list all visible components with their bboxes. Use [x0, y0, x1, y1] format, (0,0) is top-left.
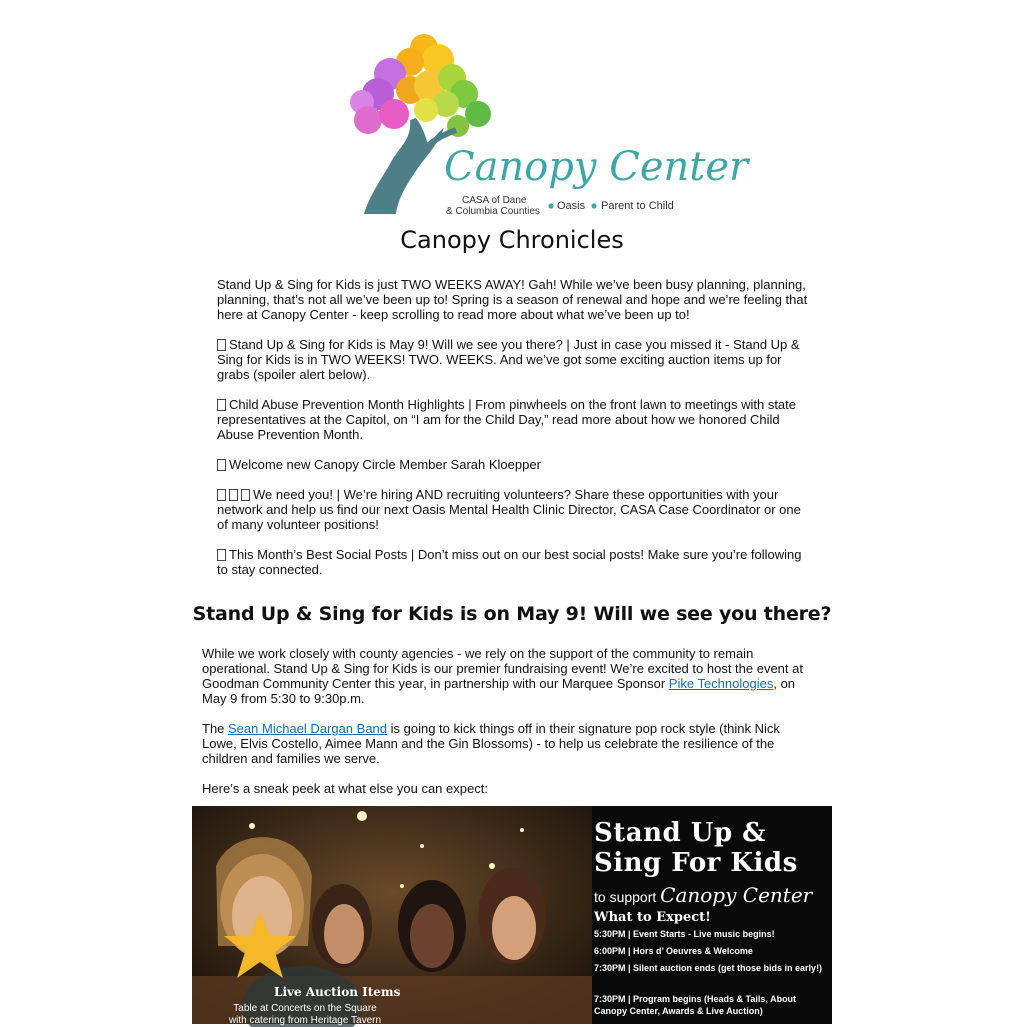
- intro-item-hiring: We need you! | We’re hiring AND recruiting volunteers? Share these opportunities with your network and help us find our next Oasis Mental Health Clinic Director, CASA Case Coordinator or one of many volunteer positions!: [217, 487, 801, 532]
- live-auction-item-2: with catering from Heritage Tavern: [228, 1015, 382, 1026]
- banner-what-to-expect: What to Expect!: [594, 910, 711, 925]
- intro-item-welcome: Welcome new Canopy Circle Member Sarah Kloepper: [217, 457, 812, 472]
- live-auction-item-1: Table at Concerts on the Square: [233, 1003, 377, 1014]
- logo-line2: & Columbia Counties: [446, 206, 540, 217]
- schedule-item: 7:30PM | Program begins (Heads & Tails, About Canopy Center, Awards & Live Auction): [594, 994, 797, 1016]
- sean-michael-dargan-band-link[interactable]: Sean Michael Dargan Band: [228, 721, 388, 736]
- newsletter-title: Canopy Chronicles: [400, 226, 624, 254]
- logo-wordmark: Canopy Center: [444, 144, 749, 190]
- emoji-glyph-icon: [229, 489, 238, 501]
- intro-item-stand-up: Stand Up & Sing for Kids is May 9! Will we see you there? | Just in case you missed it - Stand Up & Sing for Kids is in TWO WEEKS! TWO. WEEKS. And we’ve got some exciting auction items up for grabs (spoiler alert below).: [217, 337, 800, 382]
- intro-item-prevention-month: Child Abuse Prevention Month Highlights | From pinwheels on the front lawn to meetings with state representatives at the Capitol, on “I am for the Child Day,” read more about how we honored Child Abuse Prevention Month.: [217, 397, 797, 442]
- body-paragraph-2: The Sean Michael Dargan Band is going to kick things off in their signature pop rock style (think Nick Lowe, Elvis Costello, Aimee Mann and the Gin Blossoms) - to help us celebrate the resilience of the children and families we serve.: [202, 721, 780, 766]
- logo-program-oasis: Oasis: [557, 200, 586, 212]
- schedule-item: 7:30PM | Silent auction ends (get those bids in early!): [594, 963, 823, 973]
- emoji-glyph-icon: [217, 399, 226, 411]
- live-auction-heading: Live Auction Items: [274, 985, 401, 999]
- banner-title-line2: Sing For Kids: [594, 848, 798, 878]
- logo-line1: CASA of Dane: [462, 195, 527, 206]
- banner-support: to support Canopy Center: [594, 883, 813, 907]
- pike-technologies-link[interactable]: Pike Technologies: [668, 676, 774, 691]
- logo-program-parent-to-child: Parent to Child: [601, 200, 674, 212]
- emoji-glyph-icon: [241, 489, 250, 501]
- emoji-glyph-icon: [217, 459, 226, 471]
- banner-title-line1: Stand Up &: [594, 818, 767, 848]
- section-heading: Stand Up & Sing for Kids is on May 9! Will we see you there?: [192, 603, 832, 625]
- emoji-glyph-icon: [217, 339, 226, 351]
- intro-item-social: This Month’s Best Social Posts | Don’t miss out on our best social posts! Make sure you’re following to stay connected.: [217, 547, 802, 577]
- tree-trunk: [364, 118, 444, 214]
- body-paragraph-3: Here’s a sneak peek at what else you can expect:: [202, 781, 488, 796]
- intro-paragraph: Stand Up & Sing for Kids is just TWO WEEKS AWAY! Gah! While we’ve been busy planning, planning, planning, that’s not all we’ve been up to! Spring is a season of renewal and hope and we’re feeling that here at Canopy Center - keep scrolling to read more about what we’ve been up to!: [217, 277, 808, 322]
- banner-text-panel: [592, 806, 832, 1024]
- body-paragraph-1: While we work closely with county agencies - we rely on the support of the community to remain operational. Stand Up & Sing for Kids is our premier fundraising event! We’re excited to host the event at Goodman Community Center this year, in partnership with our Marquee Sponsor Pike Technologies, on May 9 from 5:30 to 9:30p.m.: [202, 646, 803, 706]
- emoji-glyph-icon: [217, 549, 226, 561]
- canopy-center-logo: [338, 28, 749, 220]
- tree-foliage: [350, 34, 491, 137]
- schedule-item: 6:00PM | Hors d’ Oeuvres & Welcome: [594, 946, 753, 956]
- schedule-item: 5:30PM | Event Starts - Live music begins!: [594, 929, 775, 939]
- emoji-glyph-icon: [217, 489, 226, 501]
